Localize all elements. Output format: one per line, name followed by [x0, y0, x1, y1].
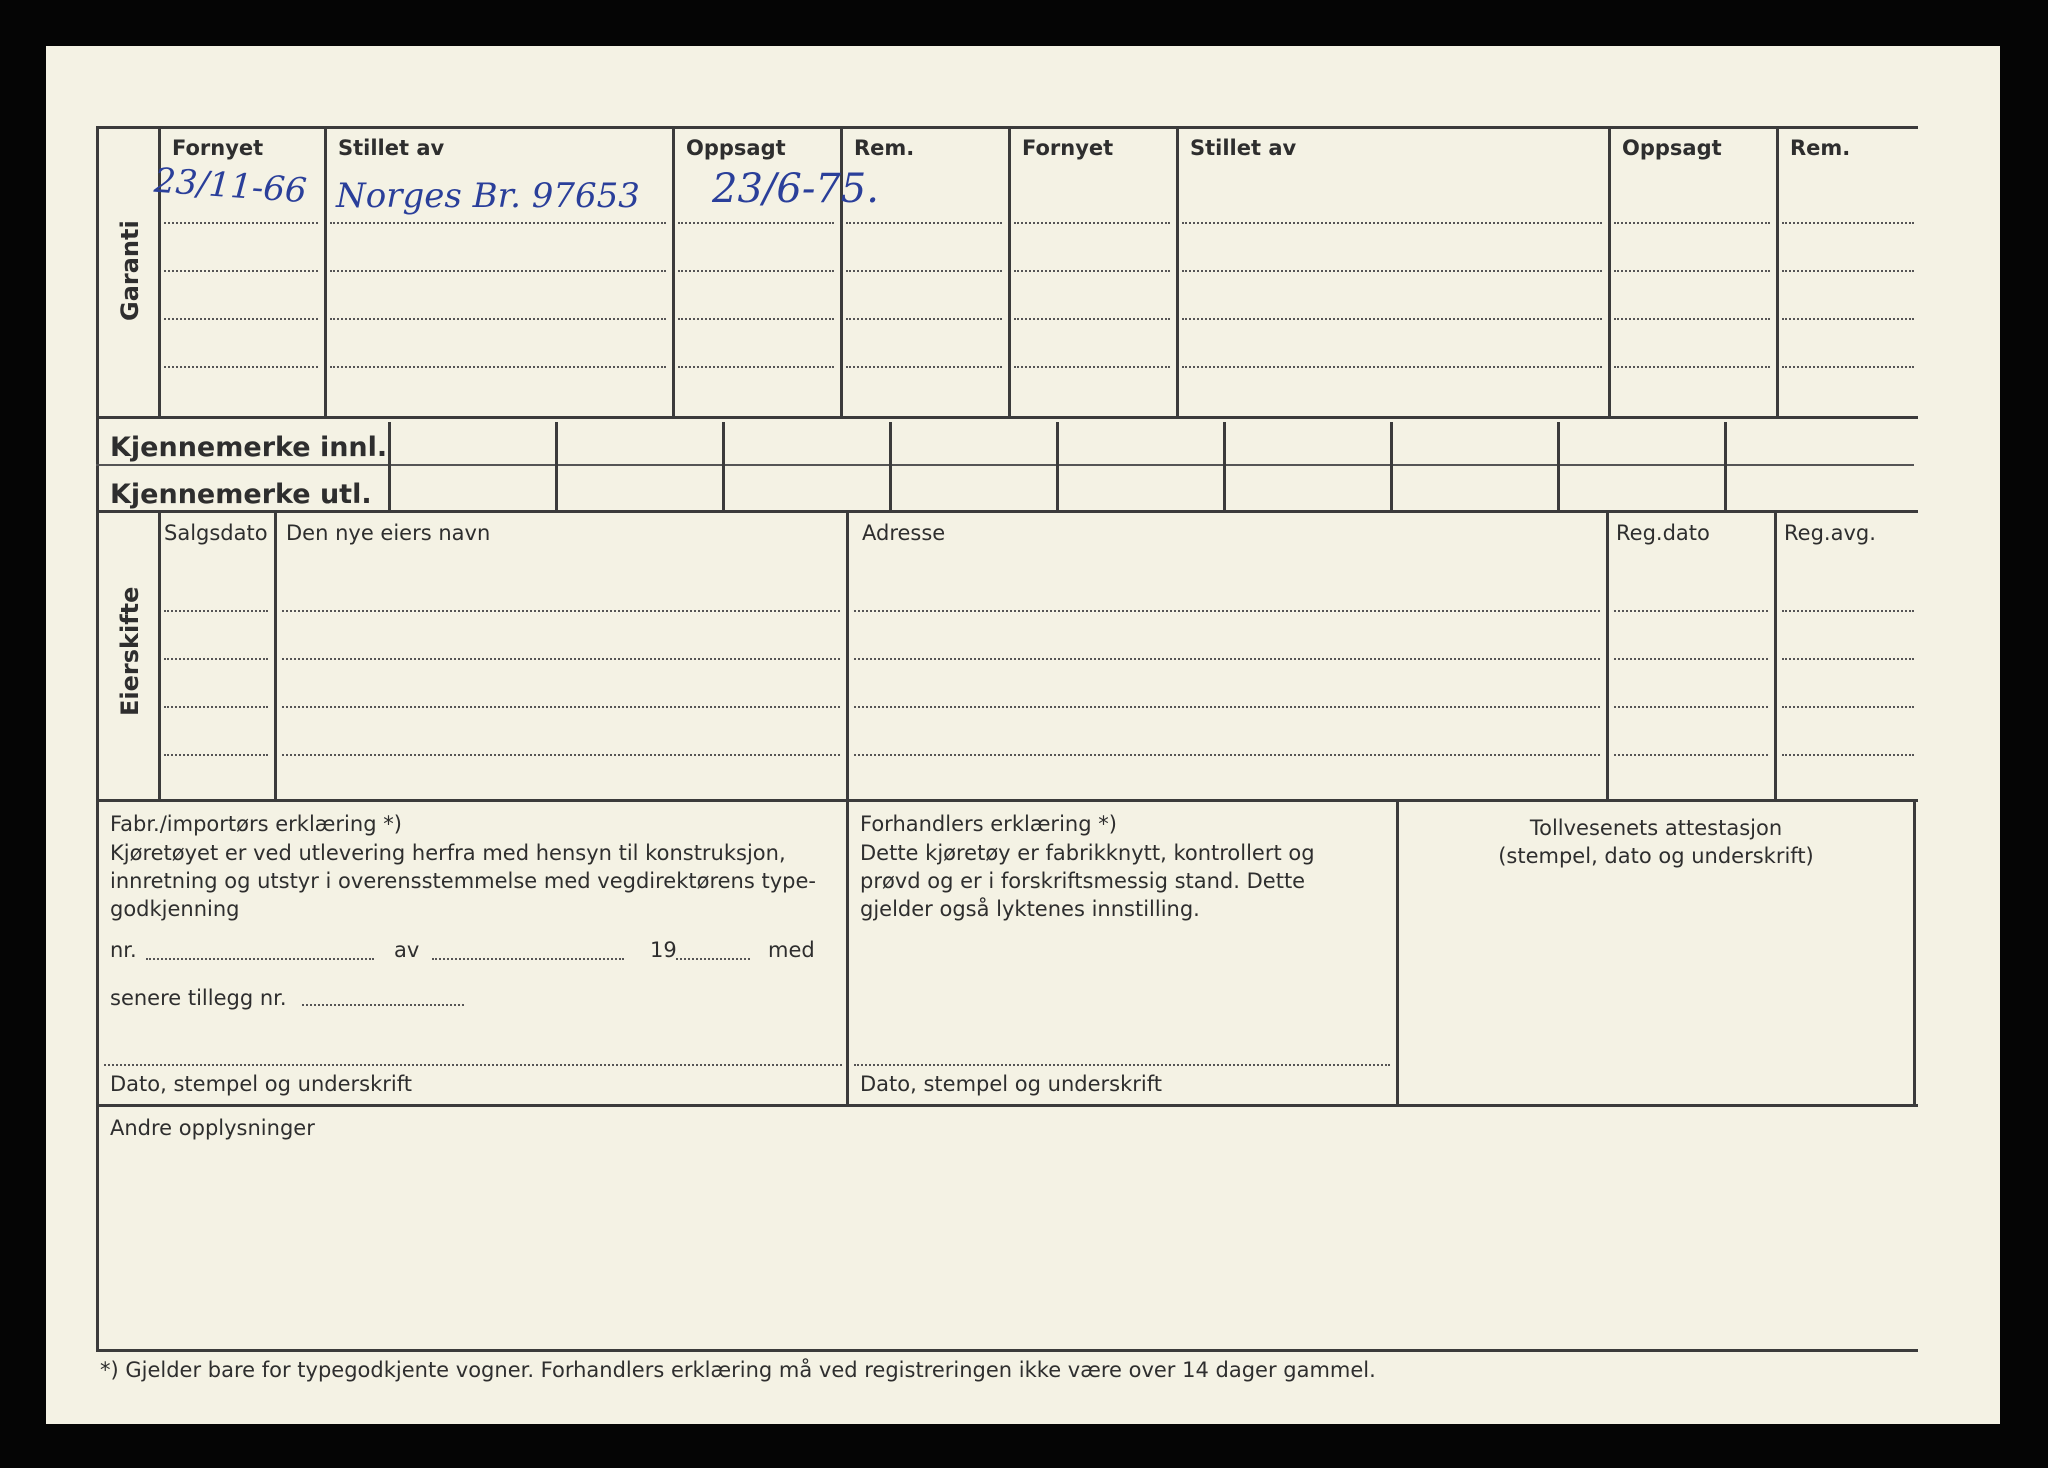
- declarations-bottom-border: [96, 1104, 1918, 1107]
- garanti-dotted-line: [846, 366, 1002, 368]
- fabrikant-title: Fabr./importørs erklæring *): [110, 812, 402, 836]
- kjennemerke-cell-divider: [1557, 422, 1560, 510]
- handwritten-oppsagt-date: 23/6-75.: [712, 166, 879, 212]
- garanti-header-fornyet: Fornyet: [172, 136, 264, 160]
- kjennemerke-cell-divider: [1390, 422, 1393, 510]
- eierskifte-dotted-line: [1782, 658, 1914, 660]
- toll-title: Tollvesenets attestasjon: [1529, 816, 1783, 840]
- forhandler-text: [860, 839, 1315, 923]
- eierskifte-dotted-line: [1614, 658, 1768, 660]
- eierskifte-col-divider: [274, 510, 277, 799]
- eierskifte-dotted-line: [282, 610, 840, 612]
- garanti-dotted-line: [1614, 222, 1770, 224]
- eierskifte-dotted-line: [854, 658, 1600, 660]
- garanti-dotted-line: [1614, 270, 1770, 272]
- garanti-header-stillet-av: Stillet av: [338, 136, 445, 160]
- garanti-col-divider: [1776, 126, 1779, 416]
- garanti-dotted-line: [330, 222, 666, 224]
- eierskifte-dotted-line: [282, 658, 840, 660]
- form-bottom-border: [96, 1349, 1918, 1352]
- forhandler-title: Forhandlers erklæring *): [860, 812, 1117, 836]
- fabrikant-av-line: [432, 958, 624, 960]
- garanti-dotted-line: [1782, 222, 1914, 224]
- garanti-dotted-line: [164, 222, 318, 224]
- eierskifte-dotted-line: [282, 754, 840, 756]
- fabrikant-year-line: [676, 958, 750, 960]
- toll-right-border: [1913, 799, 1916, 1104]
- eierskifte-dotted-line: [1782, 706, 1914, 708]
- eierskifte-header-adresse: Adresse: [862, 521, 946, 545]
- garanti-header-oppsagt-2: Oppsagt: [1622, 136, 1722, 160]
- garanti-dotted-line: [846, 318, 1002, 320]
- garanti-col-divider: [1608, 126, 1611, 416]
- garanti-dotted-line: [1014, 270, 1170, 272]
- fabrikant-tillegg-label: senere tillegg nr.: [110, 986, 287, 1010]
- eierskifte-dotted-line: [854, 610, 1600, 612]
- fabrikant-line: innretning og utstyr i overensstemmelse med vegdirektørens type-: [110, 869, 816, 893]
- eierskifte-dotted-line: [164, 610, 268, 612]
- garanti-dotted-line: [678, 222, 834, 224]
- eierskifte-section-label: Eierskifte: [116, 586, 144, 716]
- garanti-dotted-line: [1614, 318, 1770, 320]
- kjennemerke-middle-line: [96, 464, 1914, 466]
- garanti-header-stillet-av-2: Stillet av: [1190, 136, 1297, 160]
- garanti-dotted-line: [1782, 318, 1914, 320]
- garanti-dotted-line: [1014, 222, 1170, 224]
- eierskifte-header-reg-avg: Reg.avg.: [1784, 521, 1876, 545]
- eierskifte-header-navn: Den nye eiers navn: [286, 521, 491, 545]
- footnote: *) Gjelder bare for typegodkjente vogner. Forhandlers erklæring må ved registreringen ikke være over 14 dager gammel.: [100, 1358, 1376, 1382]
- form-left-border: [96, 126, 99, 1352]
- garanti-dotted-line: [1782, 270, 1914, 272]
- eierskifte-dotted-line: [282, 706, 840, 708]
- garanti-col-divider: [1008, 126, 1011, 416]
- handwritten-fornyet-date: 23/11-66: [152, 160, 308, 212]
- garanti-dotted-line: [330, 270, 666, 272]
- eierskifte-dotted-line: [1782, 610, 1914, 612]
- garanti-dotted-line: [1782, 366, 1914, 368]
- fabrikant-line: godkjenning: [110, 897, 240, 921]
- garanti-bottom-border: [96, 416, 1918, 419]
- garanti-dotted-line: [330, 318, 666, 320]
- forhandler-signature-line: [854, 1064, 1390, 1066]
- garanti-header-fornyet-2: Fornyet: [1022, 136, 1114, 160]
- garanti-header-rem-2: Rem.: [1790, 136, 1851, 160]
- eierskifte-dotted-line: [854, 754, 1600, 756]
- garanti-dotted-line: [1014, 366, 1170, 368]
- eierskifte-dotted-line: [1614, 754, 1768, 756]
- vehicle-registration-form: [96, 126, 1918, 1352]
- garanti-col-divider: [324, 126, 327, 416]
- kjennemerke-cell-divider: [722, 422, 725, 510]
- garanti-header-oppsagt: Oppsagt: [686, 136, 786, 160]
- handwritten-stillet-av: Norges Br. 97653: [336, 176, 640, 216]
- garanti-dotted-line: [678, 318, 834, 320]
- kjennemerke-cell-divider: [1223, 422, 1226, 510]
- eierskifte-bottom-border: [96, 799, 1918, 802]
- kjennemerke-cell-divider: [555, 422, 558, 510]
- garanti-dotted-line: [164, 318, 318, 320]
- eierskifte-col-divider: [846, 510, 849, 799]
- eierskifte-header-salgsdato: Salgsdato: [164, 521, 268, 545]
- eierskifte-dotted-line: [1614, 706, 1768, 708]
- garanti-top-border: [96, 126, 1918, 129]
- garanti-dotted-line: [1182, 270, 1602, 272]
- garanti-dotted-line: [846, 222, 1002, 224]
- eierskifte-col-divider: [1606, 510, 1609, 799]
- garanti-header-rem: Rem.: [854, 136, 915, 160]
- garanti-dotted-line: [846, 270, 1002, 272]
- forhandler-line: gjelder også lyktenes innstilling.: [860, 897, 1200, 921]
- toll-subtitle: (stempel, dato og underskrift): [1498, 844, 1814, 868]
- garanti-dotted-line: [330, 366, 666, 368]
- andre-opplysninger-label: Andre opplysninger: [110, 1116, 315, 1140]
- kjennemerke-cell-divider: [889, 422, 892, 510]
- declaration-divider: [1396, 799, 1399, 1104]
- eierskifte-dotted-line: [164, 706, 268, 708]
- fabrikant-med-label: med: [768, 938, 815, 962]
- eierskifte-dotted-line: [164, 658, 268, 660]
- eierskifte-col-divider: [1774, 510, 1777, 799]
- fabrikant-year-label: 19: [650, 938, 677, 962]
- declaration-divider: [846, 799, 849, 1104]
- garanti-dotted-line: [678, 366, 834, 368]
- garanti-dotted-line: [164, 270, 318, 272]
- kjennemerke-innl-label: Kjennemerke innl.: [110, 432, 388, 463]
- garanti-col-divider: [1176, 126, 1179, 416]
- fabrikant-nr-label: nr.: [110, 938, 137, 962]
- eierskifte-header-reg-dato: Reg.dato: [1616, 521, 1710, 545]
- kjennemerke-bottom-border: [96, 510, 1918, 513]
- garanti-col-divider: [672, 126, 675, 416]
- forhandler-signature-label: Dato, stempel og underskrift: [860, 1072, 1162, 1096]
- forhandler-line: prøvd og er i forskriftsmessig stand. Dette: [860, 869, 1306, 893]
- fabrikant-text: [110, 839, 816, 923]
- garanti-section-label: Garanti: [116, 220, 144, 321]
- garanti-dotted-line: [164, 366, 318, 368]
- fabrikant-nr-line: [146, 958, 374, 960]
- eierskifte-dotted-line: [854, 706, 1600, 708]
- eierskifte-dotted-line: [1614, 610, 1768, 612]
- eierskifte-dotted-line: [1782, 754, 1914, 756]
- fabrikant-signature-label: Dato, stempel og underskrift: [110, 1072, 412, 1096]
- fabrikant-av-label: av: [394, 938, 420, 962]
- kjennemerke-utl-label: Kjennemerke utl.: [110, 479, 372, 510]
- kjennemerke-cell-divider: [388, 422, 391, 510]
- eierskifte-dotted-line: [164, 754, 268, 756]
- kjennemerke-cell-divider: [1056, 422, 1059, 510]
- garanti-dotted-line: [1182, 222, 1602, 224]
- garanti-dotted-line: [1182, 318, 1602, 320]
- garanti-dotted-line: [1014, 318, 1170, 320]
- fabrikant-signature-line: [104, 1064, 842, 1066]
- eierskifte-col-divider: [158, 510, 161, 799]
- garanti-dotted-line: [1614, 366, 1770, 368]
- fabrikant-line: Kjøretøyet er ved utlevering herfra med hensyn til konstruksjon,: [110, 841, 786, 865]
- garanti-dotted-line: [1182, 366, 1602, 368]
- kjennemerke-cell-divider: [1724, 422, 1727, 510]
- forhandler-line: Dette kjøretøy er fabrikknytt, kontrollert og: [860, 841, 1315, 865]
- garanti-dotted-line: [678, 270, 834, 272]
- fabrikant-tillegg-line: [302, 1004, 464, 1006]
